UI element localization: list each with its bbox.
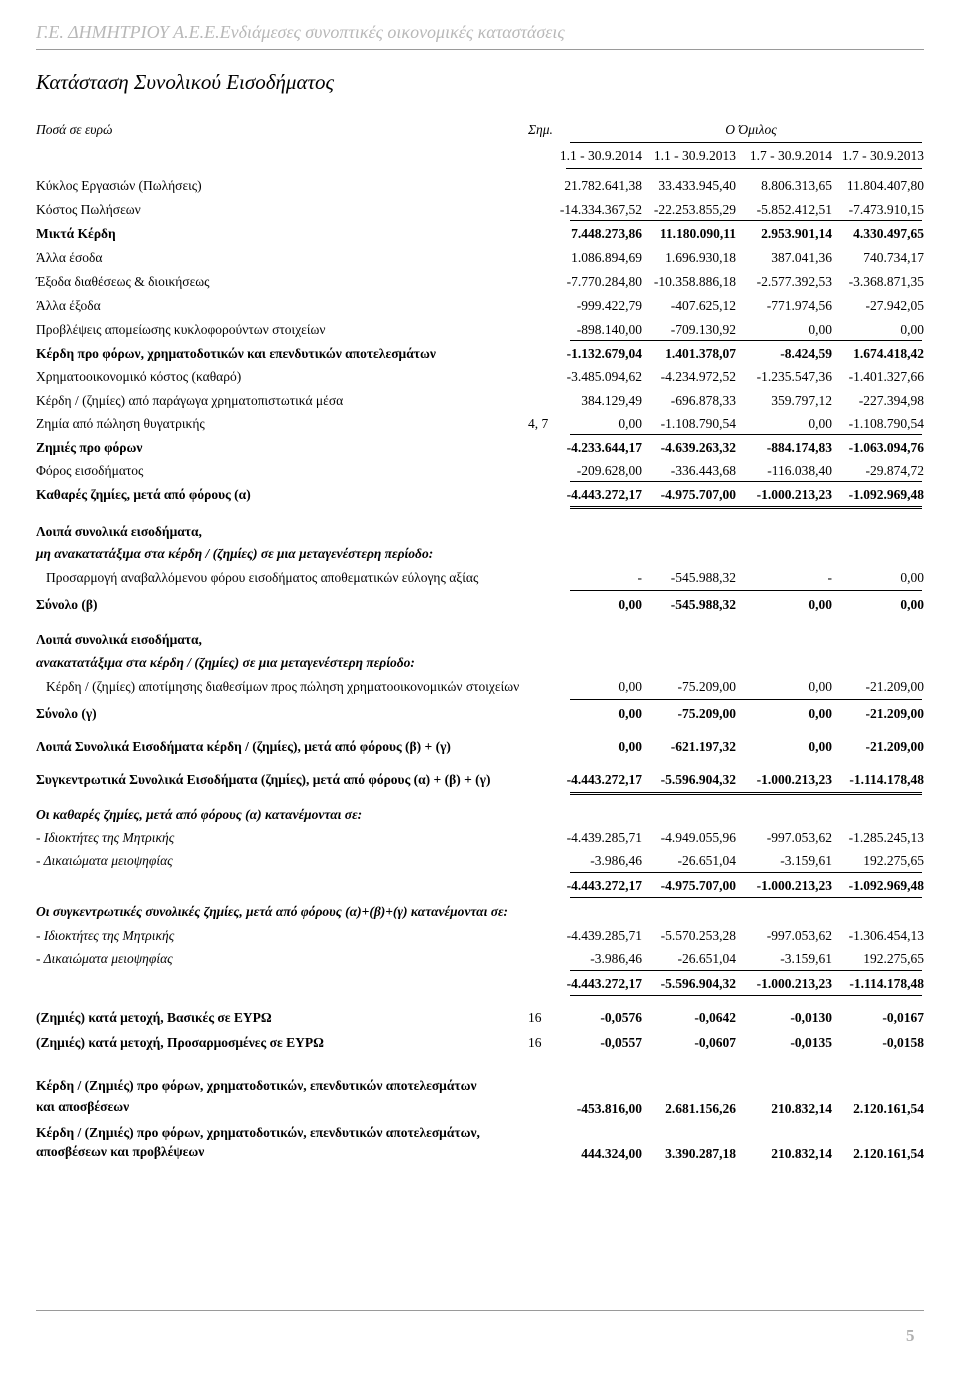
section-heading: ανακατατάξιμα στα κέρδη / (ζημίες) σε μια μεταγενέστερη περίοδο: — [36, 655, 415, 670]
total-double-rule — [570, 794, 922, 795]
table-row: Έξοδα διαθέσεως & διοικήσεως -7.770.284,80 -10.358.886,18 -2.577.392,53 -3.368.871,35 — [36, 274, 924, 289]
table-row: Σύνολο (γ) 0,00 -75.209,00 0,00 -21.209,00 — [36, 706, 924, 721]
note-header: Σημ. — [528, 122, 553, 137]
table-row: (Ζημιές) κατά μετοχή, Προσαρμοσμένες σε ΕΥΡΩ 16 -0,0557 -0,0607 -0,0135 -0,0158 — [36, 1035, 924, 1050]
table-row: Ζημιές προ φόρων -4.233.644,17 -4.639.263,32 -884.174,83 -1.063.094,76 — [36, 440, 924, 455]
table-row: Καθαρές ζημίες, μετά από φόρους (α) -4.443.272,17 -4.975.707,00 -1.000.213,23 -1.092.969,48 — [36, 487, 924, 502]
period-3: 1.7 - 30.9.2014 — [749, 148, 832, 163]
table-row: Κύκλος Εργασιών (Πωλήσεις) 21.782.641,38 33.433.945,40 8.806.313,65 11.804.407,80 — [36, 178, 924, 193]
table-row: Προσαρμογή αναβαλλόμενου φόρου εισοδήματος αποθεματικών εύλογης αξίας - -545.988,32 - 0,00 — [46, 570, 924, 585]
total-double-rule — [570, 508, 922, 509]
table-row: - Δικαιώματα μειοψηφίας -3.986,46 -26.651,04 -3.159,61 192.275,65 — [36, 951, 924, 966]
section-heading: μη ανακατατάξιμα στα κέρδη / (ζημίες) σε μια μεταγενέστερη περίοδο: — [36, 546, 434, 561]
subtotal-rule — [570, 220, 922, 221]
table-row: Κέρδη / (ζημίες) από παράγωγα χρηματοπιστωτικά μέσα 384.129,49 -696.878,33 359.797,12 -227.394,98 — [36, 393, 924, 408]
period-head-row — [36, 146, 924, 166]
subtotal-rule — [570, 970, 922, 971]
table-row: - Δικαιώματα μειοψηφίας -3.986,46 -26.651,04 -3.159,61 192.275,65 — [36, 853, 924, 868]
group-header: Ο Όμιλος — [725, 122, 777, 137]
total-rule — [570, 995, 922, 996]
table-row: Κέρδη / (ζημίες) αποτίμησης διαθεσίμων προς πώληση χρηματοοικονομικών στοιχείων 0,00 -75.209,00 0,00 -21.209,00 — [46, 679, 924, 694]
subtotal-rule — [570, 872, 922, 873]
total-rule — [570, 897, 922, 898]
table-row: -4.443.272,17 -4.975.707,00 -1.000.213,23 -1.092.969,48 — [566, 878, 924, 893]
total-rule — [570, 506, 922, 507]
table-row: Κόστος Πωλήσεων -14.334.367,52 -22.253.855,29 -5.852.412,51 -7.473.910,15 — [36, 202, 924, 217]
subtotal-rule — [570, 699, 922, 700]
section-heading: Οι συγκεντρωτικές συνολικές ζημίες, μετά από φόρους (α)+(β)+(γ) κατανέμονται σε: — [36, 904, 509, 919]
header-rule — [36, 49, 924, 50]
table-row: - Ιδιοκτήτες της Μητρικής -4.439.285,71 -5.570.253,28 -997.053,62 -1.306.454,13 — [36, 928, 924, 943]
footer-rule — [36, 1310, 924, 1311]
section-heading: Οι καθαρές ζημίες, μετά από φόρους (α) κατανέμονται σε: — [36, 807, 363, 822]
section-heading: Λοιπά συνολικά εισοδήματα, — [36, 524, 202, 539]
period-head-rule — [566, 168, 922, 169]
period-1: 1.1 - 30.9.2014 — [559, 148, 642, 163]
table-row: Άλλα έσοδα 1.086.894,69 1.696.930,18 387.041,36 740.734,17 — [36, 250, 924, 265]
table-row: Σύνολο (β) 0,00 -545.988,32 0,00 0,00 — [36, 597, 924, 612]
table-row: Άλλα έξοδα -999.422,79 -407.625,12 -771.974,56 -27.942,05 — [36, 298, 924, 313]
table-row: -4.443.272,17 -5.596.904,32 -1.000.213,23 -1.114.178,48 — [566, 976, 924, 991]
total-rule — [570, 792, 922, 793]
table-row: Κέρδη / (Ζημιές) προ φόρων, χρηματοδοτικών, επενδυτικών αποτελεσμάτων — [36, 1078, 477, 1093]
subtotal-rule — [570, 481, 922, 482]
page-number: 5 — [906, 1326, 915, 1345]
table-row: - Ιδιοκτήτες της Μητρικής -4.439.285,71 -4.949.055,96 -997.053,62 -1.285.245,13 — [36, 830, 924, 845]
currency-label: Ποσά σε ευρώ — [36, 122, 113, 137]
table-row: (Ζημιές) κατά μετοχή, Βασικές σε ΕΥΡΩ 16 -0,0576 -0,0642 -0,0130 -0,0167 — [36, 1010, 924, 1025]
period-4: 1.7 - 30.9.2013 — [841, 148, 924, 163]
statement-title: Κατάσταση Συνολικού Εισοδήματος — [36, 70, 335, 94]
table-head-row — [36, 120, 924, 140]
table-row: Μικτά Κέρδη 7.448.273,86 11.180.090,11 2.953.901,14 4.330.497,65 — [36, 226, 924, 241]
section-heading: Λοιπά συνολικά εισοδήματα, — [36, 632, 202, 647]
group-header-rule — [570, 142, 922, 143]
table-row: Προβλέψεις απομείωσης κυκλοφορούντων στοιχείων -898.140,00 -709.130,92 0,00 0,00 — [36, 322, 924, 337]
subtotal-rule — [570, 340, 922, 341]
table-row: Κέρδη / (Ζημιές) προ φόρων, χρηματοδοτικών, επενδυτικών αποτελεσμάτων, — [36, 1125, 480, 1140]
running-header: Γ.Ε. ΔΗΜΗΤΡΙΟΥ Α.Ε.Ε.Ενδιάμεσες συνοπτικές οικονομικές καταστάσεις — [36, 22, 565, 42]
period-2: 1.1 - 30.9.2013 — [653, 148, 736, 163]
table-row: Ζημία από πώληση θυγατρικής 4, 7 0,00 -1.108.790,54 0,00 -1.108.790,54 — [36, 416, 924, 431]
subtotal-rule — [570, 590, 922, 591]
table-row: Λοιπά Συνολικά Εισοδήματα κέρδη / (ζημίες), μετά από φόρους (β) + (γ) 0,00 -621.197,32 0,00 -21.209,00 — [36, 739, 924, 754]
table-row: Συγκεντρωτικά Συνολικά Εισοδήματα (ζημίες), μετά από φόρους (α) + (β) + (γ) -4.443.272,17 -5.596.904,32 -1.000.213,23 -1.114.178,48 — [36, 772, 924, 787]
table-row: Κέρδη προ φόρων, χρηματοδοτικών και επενδυτικών αποτελεσμάτων -1.132.679,04 1.401.378,07 -8.424,59 1.674.418,42 — [36, 346, 924, 361]
subtotal-rule — [570, 434, 922, 435]
table-row: Χρηματοοικονομικό κόστος (καθαρό) -3.485.094,62 -4.234.972,52 -1.235.547,36 -1.401.327,66 — [36, 369, 924, 384]
table-row: Φόρος εισοδήματος -209.628,00 -336.443,68 -116.038,40 -29.874,72 — [36, 463, 924, 478]
table-row: αποσβέσεων και προβλέψεων 444.324,00 3.390.287,18 210.832,14 2.120.161,54 — [36, 1144, 924, 1161]
table-row: και αποσβέσεων -453.816,00 2.681.156,26 210.832,14 2.120.161,54 — [36, 1099, 924, 1116]
